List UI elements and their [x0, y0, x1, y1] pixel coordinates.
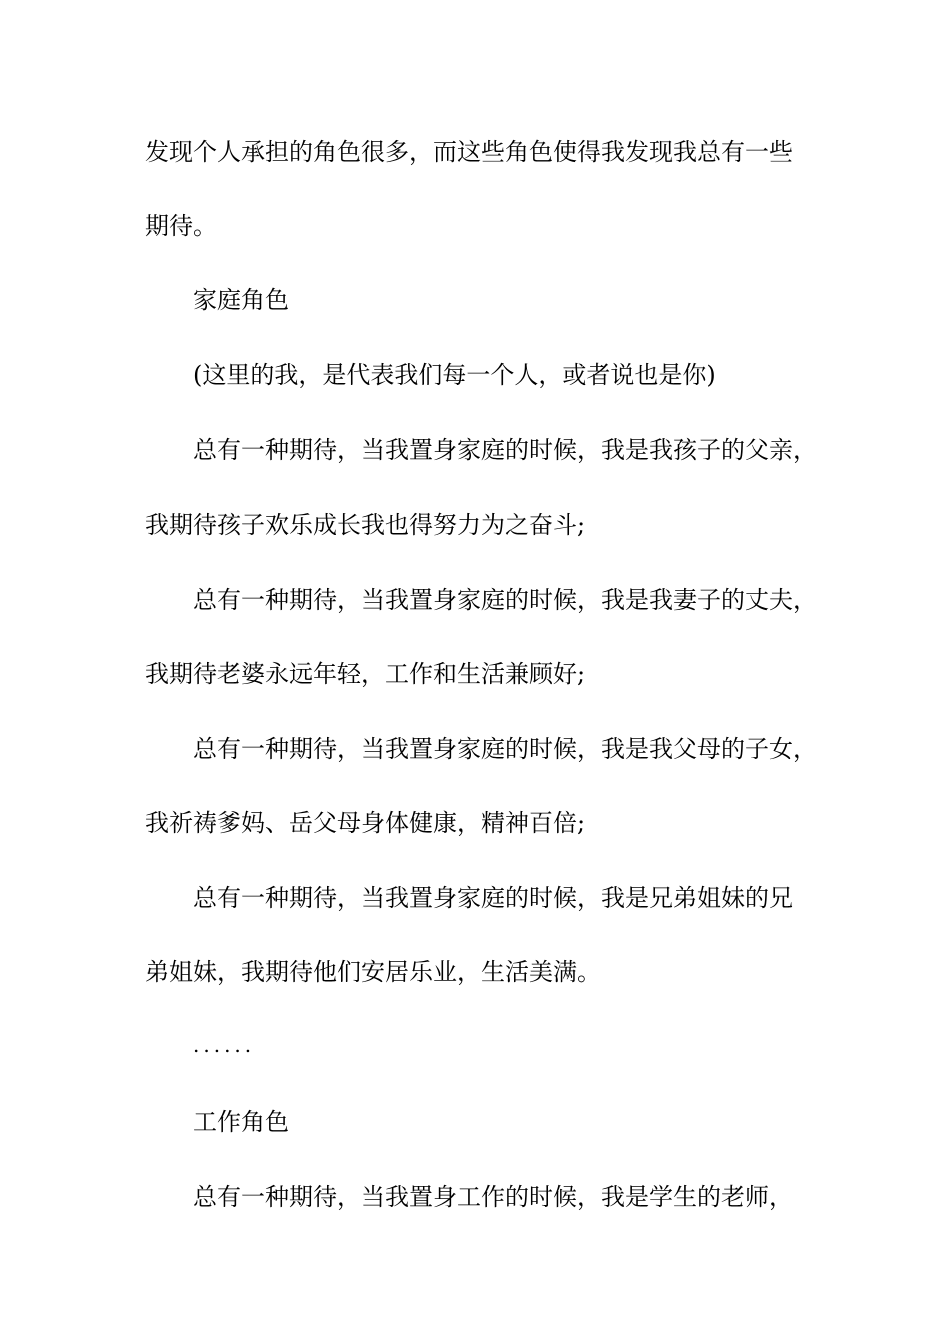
section-heading-work: 工作角色 [193, 1108, 289, 1136]
paragraph-line: 总有一种期待，当我置身工作的时候，我是学生的老师， [193, 1183, 793, 1211]
paragraph-line: 我期待孩子欢乐成长我也得努力为之奋斗; [145, 511, 586, 539]
paragraph-line: 期待。 [145, 212, 217, 240]
paragraph-line: (这里的我，是代表我们每一个人，或者说也是你) [193, 361, 716, 389]
section-heading-family: 家庭角色 [193, 286, 289, 314]
paragraph-line: 我祈祷爹妈、岳父母身体健康，精神百倍; [145, 809, 586, 837]
paragraph-line: 弟姐妹，我期待他们安居乐业，生活美满。 [145, 958, 601, 986]
ellipsis-line: ...... [193, 1033, 256, 1057]
paragraph-line: 总有一种期待，当我置身家庭的时候，我是我孩子的父亲， [193, 436, 817, 464]
paragraph-line: 总有一种期待，当我置身家庭的时候，我是我妻子的丈夫， [193, 586, 817, 614]
paragraph-line: 总有一种期待，当我置身家庭的时候，我是兄弟姐妹的兄 [193, 884, 793, 912]
paragraph-line: 总有一种期待，当我置身家庭的时候，我是我父母的子女， [193, 735, 817, 763]
paragraph-line: 我期待老婆永远年轻，工作和生活兼顾好; [145, 660, 586, 688]
paragraph-line: 发现个人承担的角色很多，而这些角色使得我发现我总有一些 [145, 138, 793, 166]
